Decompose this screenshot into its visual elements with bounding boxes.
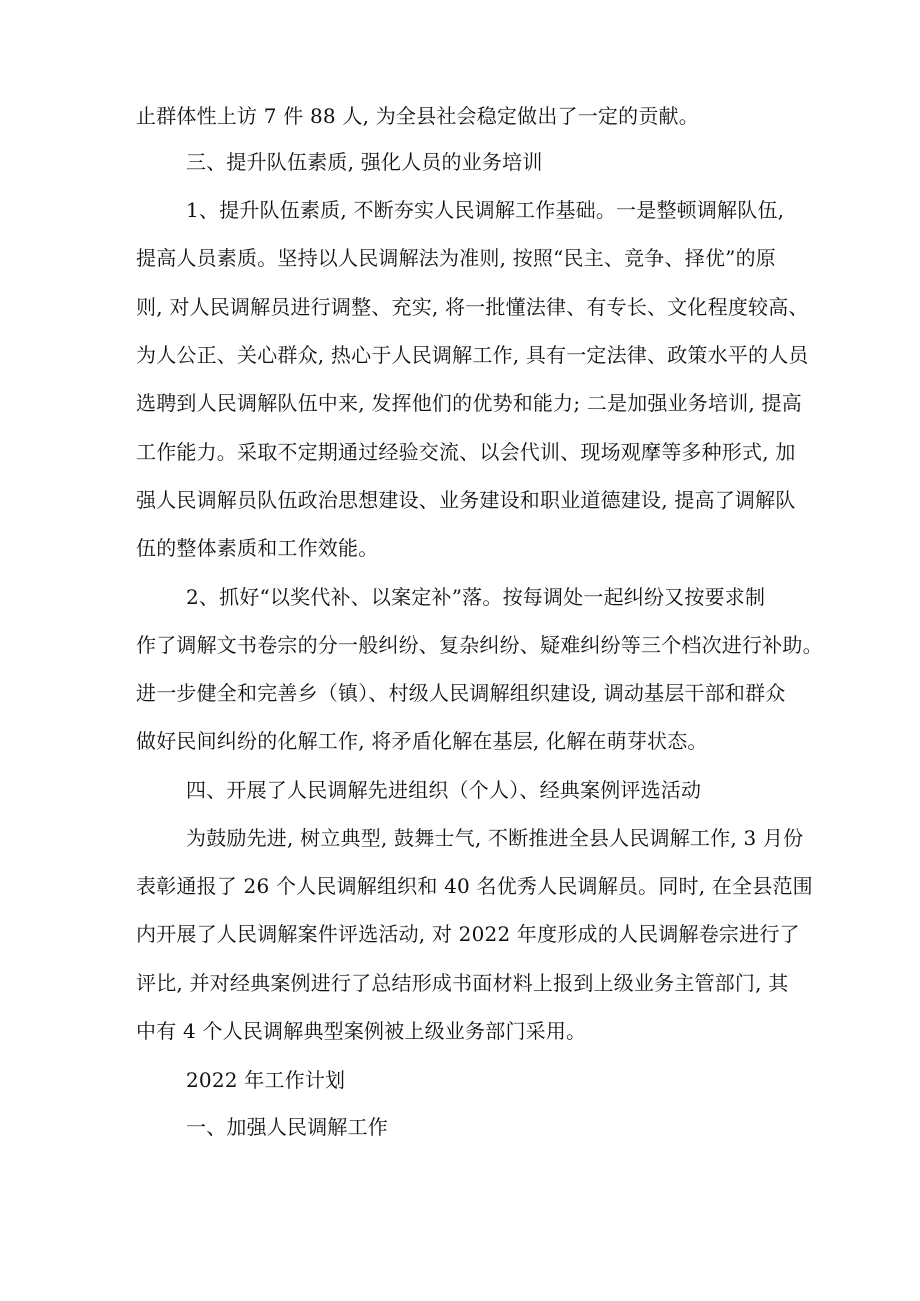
- text-line: 中有 4 个人民调解典型案例被上级业务部门采用。: [136, 1019, 587, 1043]
- text-line: 伍的整体素质和工作效能。: [136, 536, 379, 560]
- text-line: 1、提升队伍素质, 不断夯实人民调解工作基础。一是整顿调解队伍,: [186, 198, 785, 222]
- section-heading: 一、加强人民调解工作: [186, 1115, 388, 1139]
- section-heading: 三、提升队伍素质, 强化人员的业务培训: [186, 150, 543, 174]
- text-line: 止群体性上访 7 件 88 人, 为全县社会稳定做出了一定的贡献。: [136, 104, 699, 128]
- text-line: 为鼓励先进, 树立典型, 鼓舞士气, 不断推进全县人民调解工作, 3 月份: [186, 826, 804, 850]
- text-line: 进一步健全和完善乡（镇）、村级人民调解组织建设, 调动基层干部和群众: [136, 681, 786, 705]
- text-line: 做好民间纠纷的化解工作, 将矛盾化解在基层, 化解在萌芽状态。: [136, 729, 708, 753]
- text-line: 工作能力。采取不定期通过经验交流、以会代训、现场观摩等多种形式, 加: [136, 440, 796, 464]
- text-line: 强人民调解员队伍政治思想建设、业务建设和职业道德建设, 提高了调解队: [136, 488, 796, 512]
- text-line: 选聘到人民调解队伍中来, 发挥他们的优势和能力; 二是加强业务培训, 提高: [136, 391, 802, 415]
- plan-heading: 2022 年工作计划: [186, 1068, 346, 1092]
- text-line: 2、抓好“以奖代补、以案定补”落。按每调处一起纠纷又按要求制: [186, 585, 766, 609]
- text-line: 则, 对人民调解员进行调整、充实, 将一批懂法律、有专长、文化程度较高、: [136, 295, 809, 319]
- text-line: 为人公正、关心群众, 热心于人民调解工作, 具有一定法律、政策水平的人员: [136, 343, 809, 367]
- section-heading: 四、开展了人民调解先进组织（个人）、经典案例评选活动: [186, 778, 702, 802]
- text-line: 作了调解文书卷宗的分一般纠纷、复杂纠纷、疑难纠纷等三个档次进行补助。: [136, 633, 823, 657]
- text-line: 表彰通报了 26 个人民调解组织和 40 名优秀人民调解员。同时, 在全县范围: [136, 874, 813, 898]
- text-line: 评比, 并对经典案例进行了总结形成书面材料上报到上级业务主管部门, 其: [136, 971, 789, 995]
- text-line: 提高人员素质。坚持以人民调解法为准则, 按照“民主、竞争、择优”的原: [136, 246, 776, 270]
- text-line: 内开展了人民调解案件评选活动, 对 2022 年度形成的人民调解卷宗进行了: [136, 922, 800, 946]
